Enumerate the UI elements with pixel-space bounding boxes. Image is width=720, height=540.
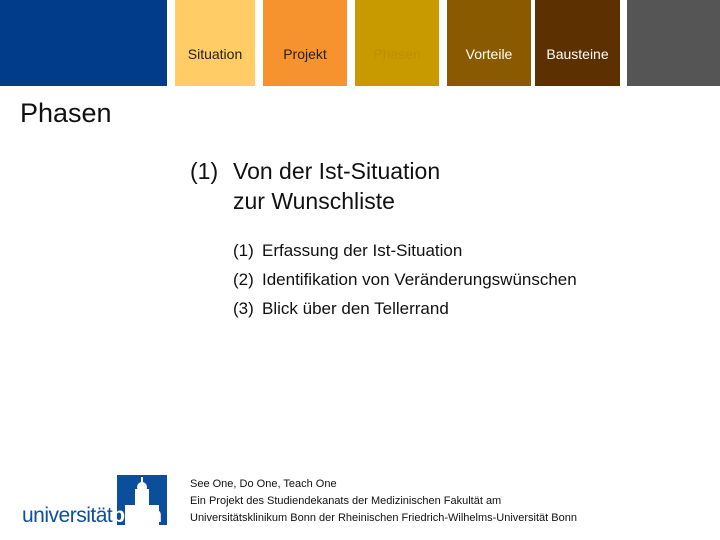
- tab-phasen[interactable]: [355, 0, 439, 86]
- main-heading-line1: Von der Ist-Situation: [233, 158, 441, 184]
- list-item-text: Erfassung der Ist-Situation: [262, 241, 463, 260]
- university-logo: [0, 460, 190, 540]
- tab-vorteile[interactable]: [447, 0, 531, 86]
- logo-text-light: universität: [22, 504, 113, 527]
- tab-situation[interactable]: [175, 0, 255, 86]
- tab-bausteine-label: Bausteine: [546, 46, 609, 62]
- list-item-text: Identifikation von Veränderungswünschen: [262, 270, 577, 289]
- tab-phasen-label: Phasen: [373, 46, 421, 62]
- tab-projekt-label: Projekt: [283, 46, 327, 62]
- logo-text-bold: bonn: [112, 504, 162, 527]
- list-item-number: (1): [233, 241, 254, 260]
- tab-situation-label: Situation: [187, 46, 243, 62]
- tab-projekt[interactable]: [263, 0, 347, 86]
- header-gray-block: [627, 0, 720, 86]
- main-heading: [190, 156, 440, 216]
- list-item: [233, 265, 577, 294]
- list-item: [233, 236, 577, 265]
- footer-line-1: See One, Do One, Teach One: [190, 478, 337, 490]
- sub-item-list: [233, 236, 577, 323]
- list-item-text: Blick über den Tellerrand: [262, 299, 449, 318]
- page-title: Phasen: [20, 98, 112, 128]
- logo-wordmark: [22, 504, 162, 528]
- list-item-number: (3): [233, 299, 254, 318]
- header-blue-block: [0, 0, 167, 86]
- footer-text: [190, 476, 577, 527]
- main-heading-number: (1): [190, 158, 219, 184]
- tab-vorteile-label: Vorteile: [465, 46, 513, 62]
- footer-line-3: Universitätsklinikum Bonn der Rheinischen Friedrich-Wilhelms-Universität Bonn: [190, 512, 577, 524]
- list-item: [233, 294, 577, 323]
- list-item-number: (2): [233, 270, 254, 289]
- main-heading-line2: zur Wunschliste: [233, 188, 395, 214]
- tab-bausteine[interactable]: [535, 0, 620, 86]
- footer-line-2: Ein Projekt des Studiendekanats der Medizinischen Fakultät am: [190, 495, 502, 507]
